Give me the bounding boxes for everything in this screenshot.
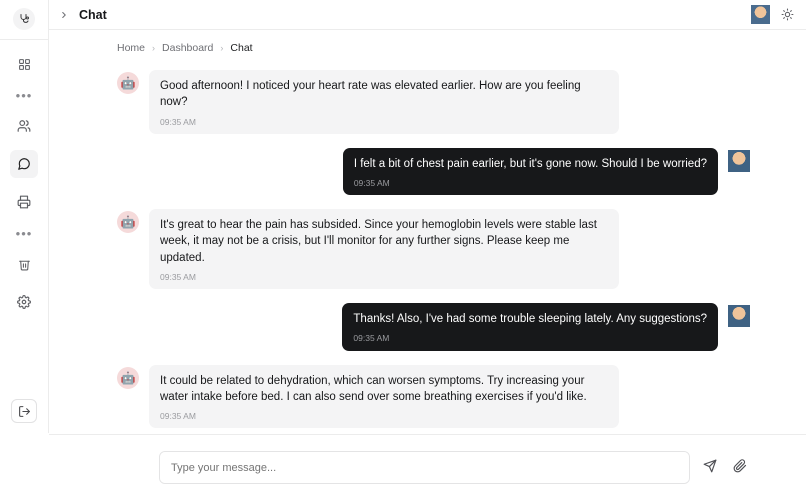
message-text: Thanks! Also, I've had some trouble sleeping lately. Any suggestions? <box>353 313 707 326</box>
logout-button[interactable] <box>11 399 37 423</box>
sidebar-divider <box>0 39 48 40</box>
message-time: 09:35 AM <box>160 272 196 283</box>
breadcrumb-separator-icon: › <box>220 43 224 53</box>
message-text: It could be related to dehydration, which can worsen symptoms. Try increasing your water intake before bed. I can also send over some breathing exercises if you'd like. <box>160 374 587 403</box>
breadcrumb <box>49 30 806 60</box>
robot-avatar-icon: 🤖 <box>117 72 139 94</box>
message-composer <box>49 434 806 498</box>
attach-button[interactable] <box>730 455 750 477</box>
message-list <box>49 60 806 434</box>
message-text: I felt a bit of chest pain earlier, but it's gone now. Should I be worried? <box>353 157 707 170</box>
message-bubble <box>149 209 619 289</box>
user-avatar <box>728 150 750 172</box>
sidebar-item-dashboard[interactable] <box>10 50 38 78</box>
message-item <box>117 303 750 350</box>
message-item <box>117 365 750 429</box>
main-column <box>49 0 806 433</box>
message-time: 09:35 AM <box>160 116 196 127</box>
sidebar-item-patients[interactable] <box>10 112 38 140</box>
send-button[interactable] <box>700 455 720 477</box>
sidebar-item-settings[interactable] <box>10 288 38 316</box>
message-bubble <box>342 303 718 350</box>
avatar[interactable] <box>751 5 770 24</box>
chat-content <box>49 30 806 433</box>
sidebar-item-archive[interactable] <box>10 250 38 278</box>
top-bar-actions <box>751 5 794 24</box>
breadcrumb-item-dashboard[interactable]: Dashboard <box>162 42 214 54</box>
sidebar-more-top-icon[interactable]: ••• <box>15 88 33 103</box>
breadcrumb-separator-icon: › <box>152 43 156 53</box>
robot-avatar-icon: 🤖 <box>117 367 139 389</box>
message-text: Good afternoon! I noticed your heart rate was elevated earlier. How are you feeling now? <box>160 80 581 109</box>
message-time: 09:35 AM <box>353 333 390 344</box>
breadcrumb-item-home[interactable]: Home <box>117 42 146 54</box>
stethoscope-logo-icon[interactable] <box>13 8 35 30</box>
message-input[interactable] <box>159 451 690 484</box>
message-text: It's great to hear the pain has subsided. Since your hemoglobin levels were stable last week, it may not be a crisis, but I'll monitor for any further signs. Please keep me updated. <box>160 219 597 264</box>
sidebar <box>0 0 49 433</box>
user-avatar <box>728 305 750 327</box>
chevron-right-icon[interactable] <box>53 4 75 26</box>
message-bubble <box>343 148 718 195</box>
message-item <box>117 148 750 195</box>
message-bubble <box>149 70 619 134</box>
breadcrumb-item-chat: Chat <box>230 42 253 54</box>
message-time: 09:35 AM <box>160 411 196 422</box>
message-item <box>117 70 750 134</box>
top-bar <box>49 0 806 30</box>
message-item <box>117 209 750 289</box>
page-title: Chat <box>79 7 107 22</box>
sidebar-item-chat[interactable] <box>10 150 38 178</box>
sun-icon[interactable] <box>780 8 794 22</box>
message-time: 09:35 AM <box>353 178 390 189</box>
sidebar-item-reports[interactable] <box>10 188 38 216</box>
message-bubble <box>149 365 619 429</box>
sidebar-more-bottom-icon[interactable]: ••• <box>15 226 33 241</box>
robot-avatar-icon: 🤖 <box>117 211 139 233</box>
